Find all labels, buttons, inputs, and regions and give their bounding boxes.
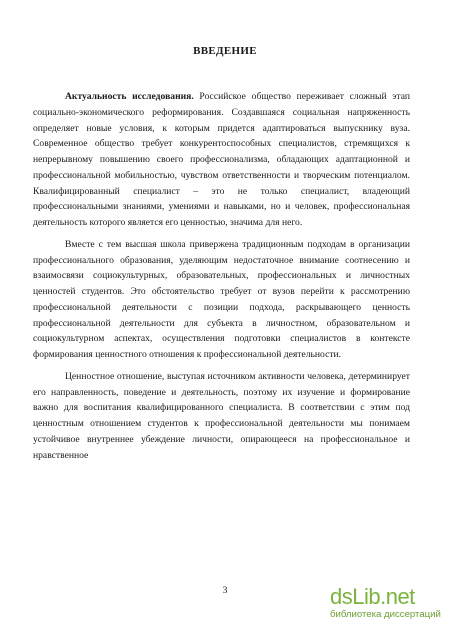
watermark-logo-text: [330, 585, 446, 609]
page-title: ВВЕДЕНИЕ: [193, 45, 257, 57]
paragraph-text: Ценностное отношение, выступая источником активности человека, детерминирует его направленность, поведение и деятельность, поэтому их изучение и формирование важно для воспитания квалифицированного специалиста. В соответствии с этим под ценностным отношением студентов к профессиональной деятельности мы понимаем устойчивое внутреннее убеждение личности, опирающееся на профессиональное и нравственное: [33, 370, 410, 461]
paragraph-text: Вместе с тем высшая школа привержена традиционным подходам в организации профессионального образования, уделяющим недостаточное внимание соотнесению и взаимосвязи социокультурных, образовательных, профессиональных и личностных ценностей студентов. Это обстоятельство требует от вузов перейти к рассмотрению профессиональной деятельности с позиции подхода, раскрывающего ценность профессиональной деятельности для субъекта в личностном, образовательном и социокультурном аспектах, осуществления подготовки специалистов в контексте формирования ценностного отношения к профессиональной деятельности.: [33, 238, 410, 360]
watermark-logo: [330, 585, 446, 627]
paragraph-1: [33, 89, 410, 231]
paragraph-2: [33, 237, 410, 363]
logo-main: dsLib: [330, 584, 381, 609]
paragraph-text: Российское общество переживает сложный этап социально-экономического реформирования. Создавшаяся социальная напряженность определяет новые условия, к которым придется адаптироваться выпускнику вуза. Современное общество требует конкурентоспособных специалистов, стремящихся к непрерывному повышению своего профессионализма, обладающих адаптационной и профессиональной мобильностью, чувством ответственности и творческим потенциалом. Квалифицированный специалист – это не только специалист, владеющий профессиональными знаниями, умениями и навыками, но и человек, профессиональная деятельность которого является его ценностью, значима для него.: [33, 91, 410, 228]
paragraph-3: [33, 369, 410, 464]
paragraph-lead: Актуальность исследования.: [65, 91, 194, 102]
body-text: [33, 89, 410, 469]
page-number: 3: [222, 585, 228, 596]
watermark-subtitle: библиотека диссертаций: [330, 609, 441, 620]
logo-suffix: .net: [380, 584, 415, 609]
